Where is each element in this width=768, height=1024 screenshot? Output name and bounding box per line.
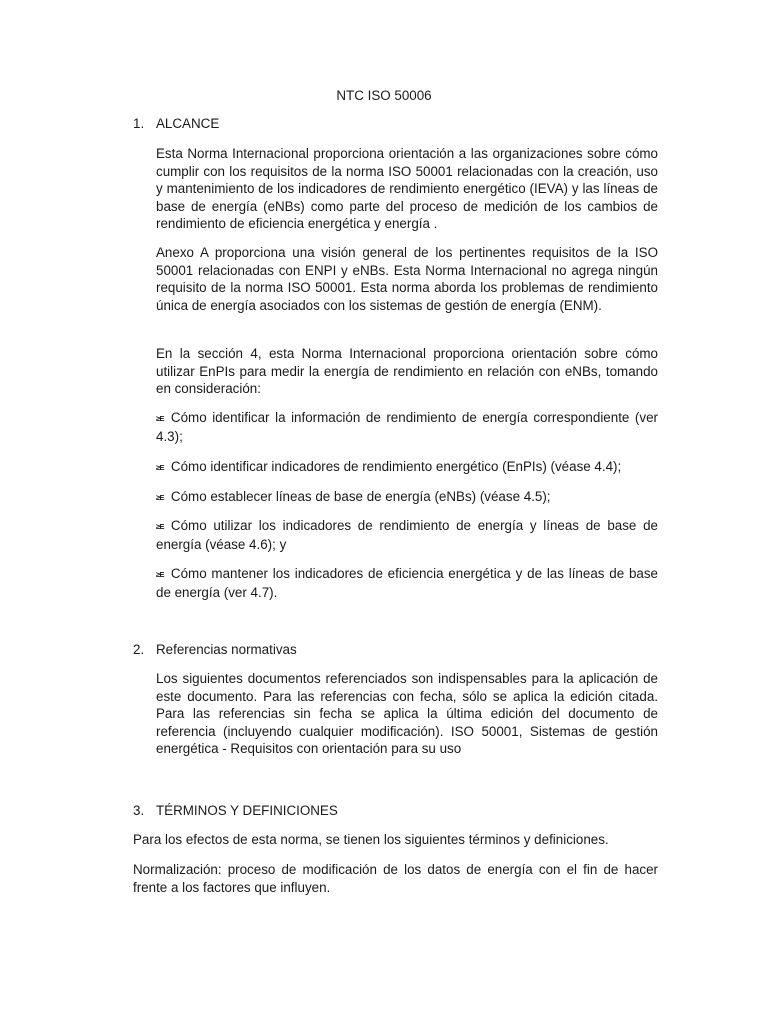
paragraph: Normalización: proceso de modificación de los datos de energía con el fin de hacer frente a los factores que influyen. [133, 862, 658, 895]
bullet-icon: ≥E [156, 570, 164, 579]
bullet-icon: ≥E [156, 414, 164, 423]
list-item [156, 517, 658, 553]
section-title: ALCANCE [156, 116, 220, 131]
list-item-text: Cómo mantener los indicadores de eficiencia energética y de las líneas de base de energía (ver 4.7). [156, 566, 658, 600]
list-item [156, 458, 658, 477]
bullet-icon: ≥E [156, 522, 164, 531]
section-heading-referencias [133, 641, 297, 659]
paragraph: En la sección 4, esta Norma Internacional proporciona orientación sobre cómo utilizar EnPIs para medir la energía de rendimiento en relación con eNBs, tomando en consideración: [156, 346, 658, 397]
paragraph: Anexo A proporciona una visión general de los pertinentes requisitos de la ISO 50001 relacionadas con ENPI y eNBs. Esta Norma Internacional no agrega ningún requisito de la norma ISO 50001. Esta norma aborda los problemas de rendimiento única de energía asociados con los sistemas de gestión de energía (ENM). [156, 245, 658, 313]
section-number: 1. [133, 116, 145, 131]
paragraph: Los siguientes documentos referenciados son indispensables para la aplicación de este documento. Para las referencias con fecha, sólo se aplica la edición citada. Para las referencias sin fecha se aplica la última edición del documento de referencia (incluyendo cualquier modificación). ISO 50001, Sistemas de gestión energética - Requisitos con orientación para su uso [156, 671, 658, 757]
list-item-text: Cómo utilizar los indicadores de rendimiento de energía y líneas de base de energía (véase 4.6); y [156, 518, 658, 552]
list-item-text: Cómo identificar indicadores de rendimiento energético (EnPIs) (véase 4.4); [170, 459, 622, 474]
list-item [156, 409, 658, 445]
bullet-icon: ≥E [156, 493, 164, 502]
list-item [156, 565, 658, 601]
section-title: TÉRMINOS Y DEFINICIONES [156, 803, 338, 818]
section-number: 2. [133, 642, 145, 657]
section-title: Referencias normativas [156, 642, 297, 657]
list-item-text: Cómo identificar la información de rendimiento de energía correspondiente (ver 4.3); [156, 410, 658, 444]
section-heading-alcance [133, 115, 219, 133]
paragraph: Para los efectos de esta norma, se tienen los siguientes términos y definiciones. [133, 832, 609, 847]
list-item-text: Cómo establecer líneas de base de energía (eNBs) (véase 4.5); [170, 489, 551, 504]
list-item [156, 488, 658, 507]
paragraph: Esta Norma Internacional proporciona orientación a las organizaciones sobre cómo cumplir con los requisitos de la norma ISO 50001 relacionadas con la creación, uso y mantenimiento de los indicadores de rendimiento energético (IEVA) y las líneas de base de energía (eNBs) como parte del proceso de medición de los cambios de rendimiento de eficiencia energética y energía . [156, 146, 658, 232]
section-number: 3. [133, 803, 145, 818]
bullet-icon: ≥E [156, 463, 164, 472]
document-title: NTC ISO 50006 [336, 88, 432, 103]
section-heading-terminos [133, 802, 338, 820]
